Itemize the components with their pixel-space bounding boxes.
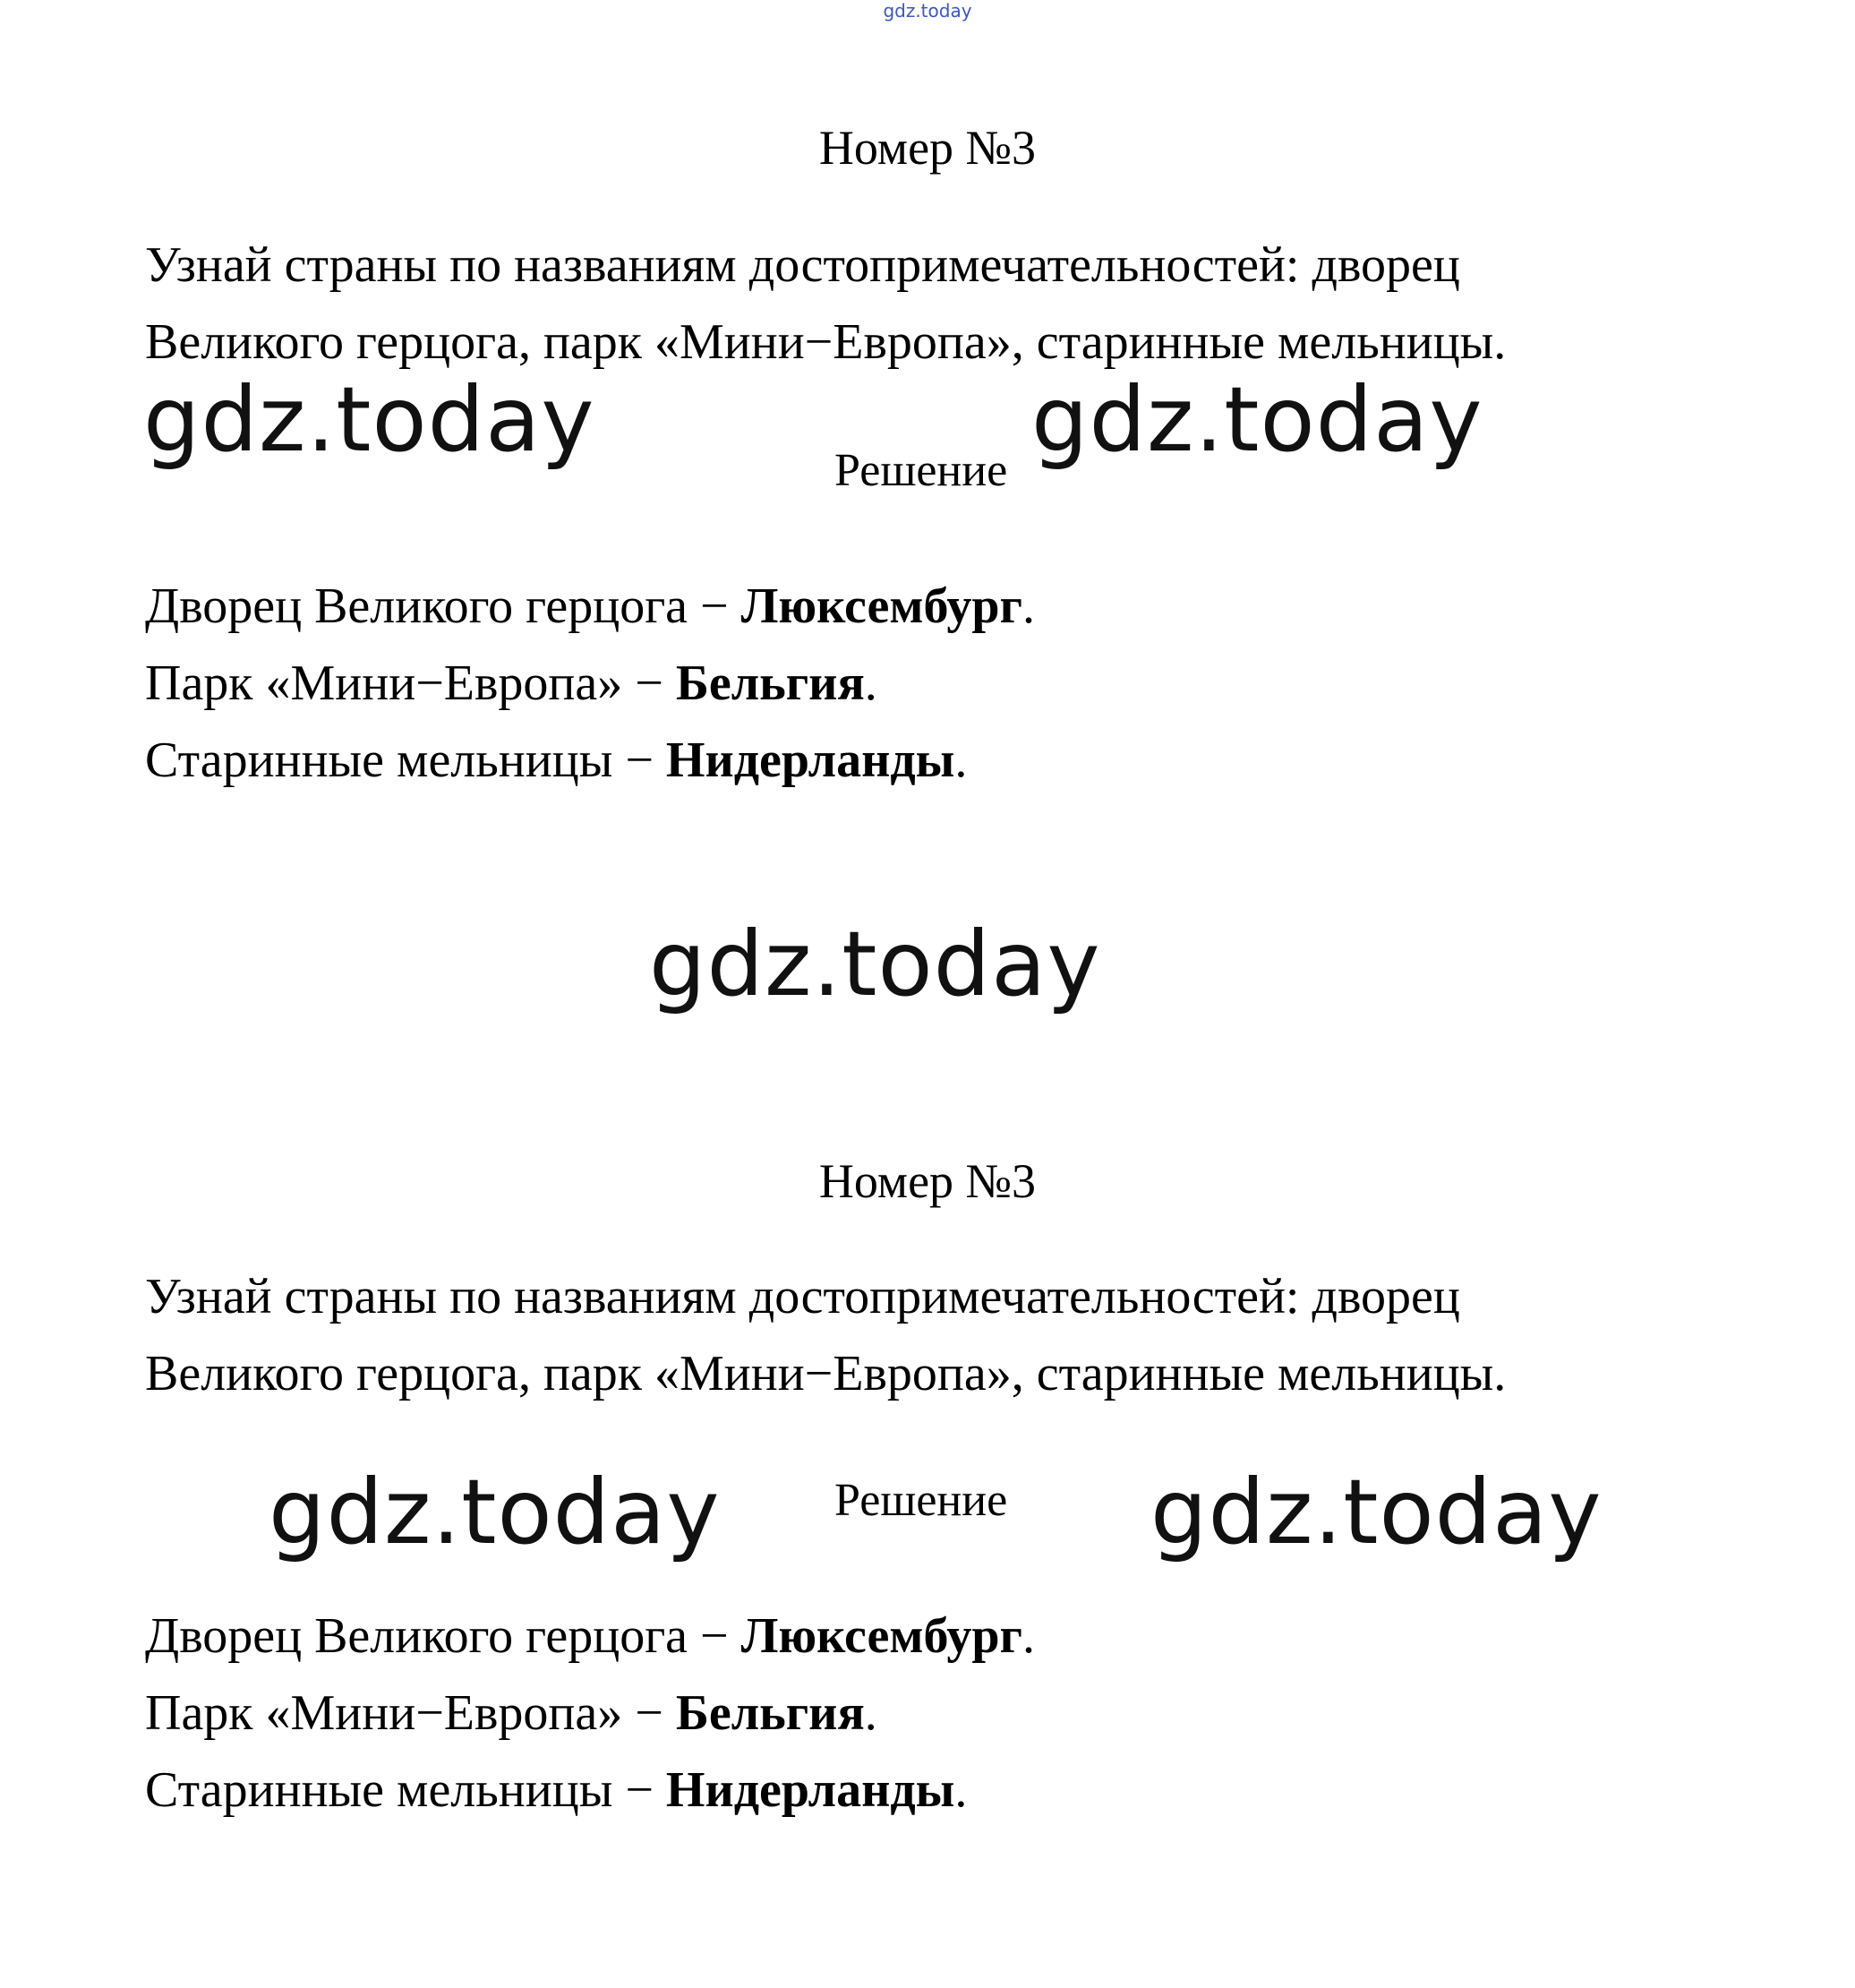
answer-country: Нидерланды xyxy=(665,1762,955,1818)
answer-line xyxy=(145,1675,1035,1752)
answer-suffix: . xyxy=(954,733,968,788)
section-1-answers xyxy=(145,568,1035,799)
answer-line xyxy=(145,1752,1035,1829)
answer-line xyxy=(145,645,1035,722)
answer-prefix: Дворец Великого герцога − xyxy=(145,1608,741,1664)
answer-line xyxy=(145,1598,1035,1675)
site-mark: gdz.today xyxy=(883,0,972,21)
answer-country: Люксембург xyxy=(740,1608,1022,1664)
answer-suffix: . xyxy=(864,656,877,711)
answer-suffix: . xyxy=(1022,1608,1035,1664)
answer-prefix: Парк «Мини−Европа» − xyxy=(145,656,676,711)
answer-prefix: Старинные мельницы − xyxy=(145,733,666,788)
section-2-answers xyxy=(145,1598,1035,1829)
answer-country: Бельгия xyxy=(675,1685,865,1741)
answer-country: Бельгия xyxy=(675,656,865,711)
section-1-task xyxy=(145,227,1506,381)
section-2-title: Номер №3 xyxy=(818,1154,1037,1208)
task-line: Узнай страны по названиям достопримечательностей: дворец xyxy=(145,237,1460,293)
watermark-logo: gdz.today xyxy=(649,912,1101,1016)
answer-line xyxy=(145,722,1035,799)
answer-line xyxy=(145,568,1035,645)
watermark-logo: gdz.today xyxy=(1031,367,1483,472)
section-1-title: Номер №3 xyxy=(818,121,1037,175)
task-line: Великого герцога, парк «Мини−Европа», старинные мельницы. xyxy=(145,314,1507,370)
answer-suffix: . xyxy=(1022,578,1035,634)
task-line: Великого герцога, парк «Мини−Европа», старинные мельницы. xyxy=(145,1346,1507,1401)
answer-suffix: . xyxy=(954,1762,968,1818)
answer-prefix: Старинные мельницы − xyxy=(145,1762,666,1818)
section-2-solution-label: Решение xyxy=(834,1475,1008,1526)
answer-country: Люксембург xyxy=(740,578,1022,634)
watermark-logo: gdz.today xyxy=(1150,1460,1603,1564)
section-1-solution-label: Решение xyxy=(834,445,1008,496)
watermark-logo: gdz.today xyxy=(269,1460,721,1564)
answer-prefix: Парк «Мини−Европа» − xyxy=(145,1685,676,1741)
answer-suffix: . xyxy=(864,1685,877,1741)
section-2-task xyxy=(145,1258,1506,1412)
watermark-logo: gdz.today xyxy=(143,367,595,472)
answer-prefix: Дворец Великого герцога − xyxy=(145,578,741,634)
answer-country: Нидерланды xyxy=(665,733,955,788)
task-line: Узнай страны по названиям достопримечательностей: дворец xyxy=(145,1269,1460,1324)
